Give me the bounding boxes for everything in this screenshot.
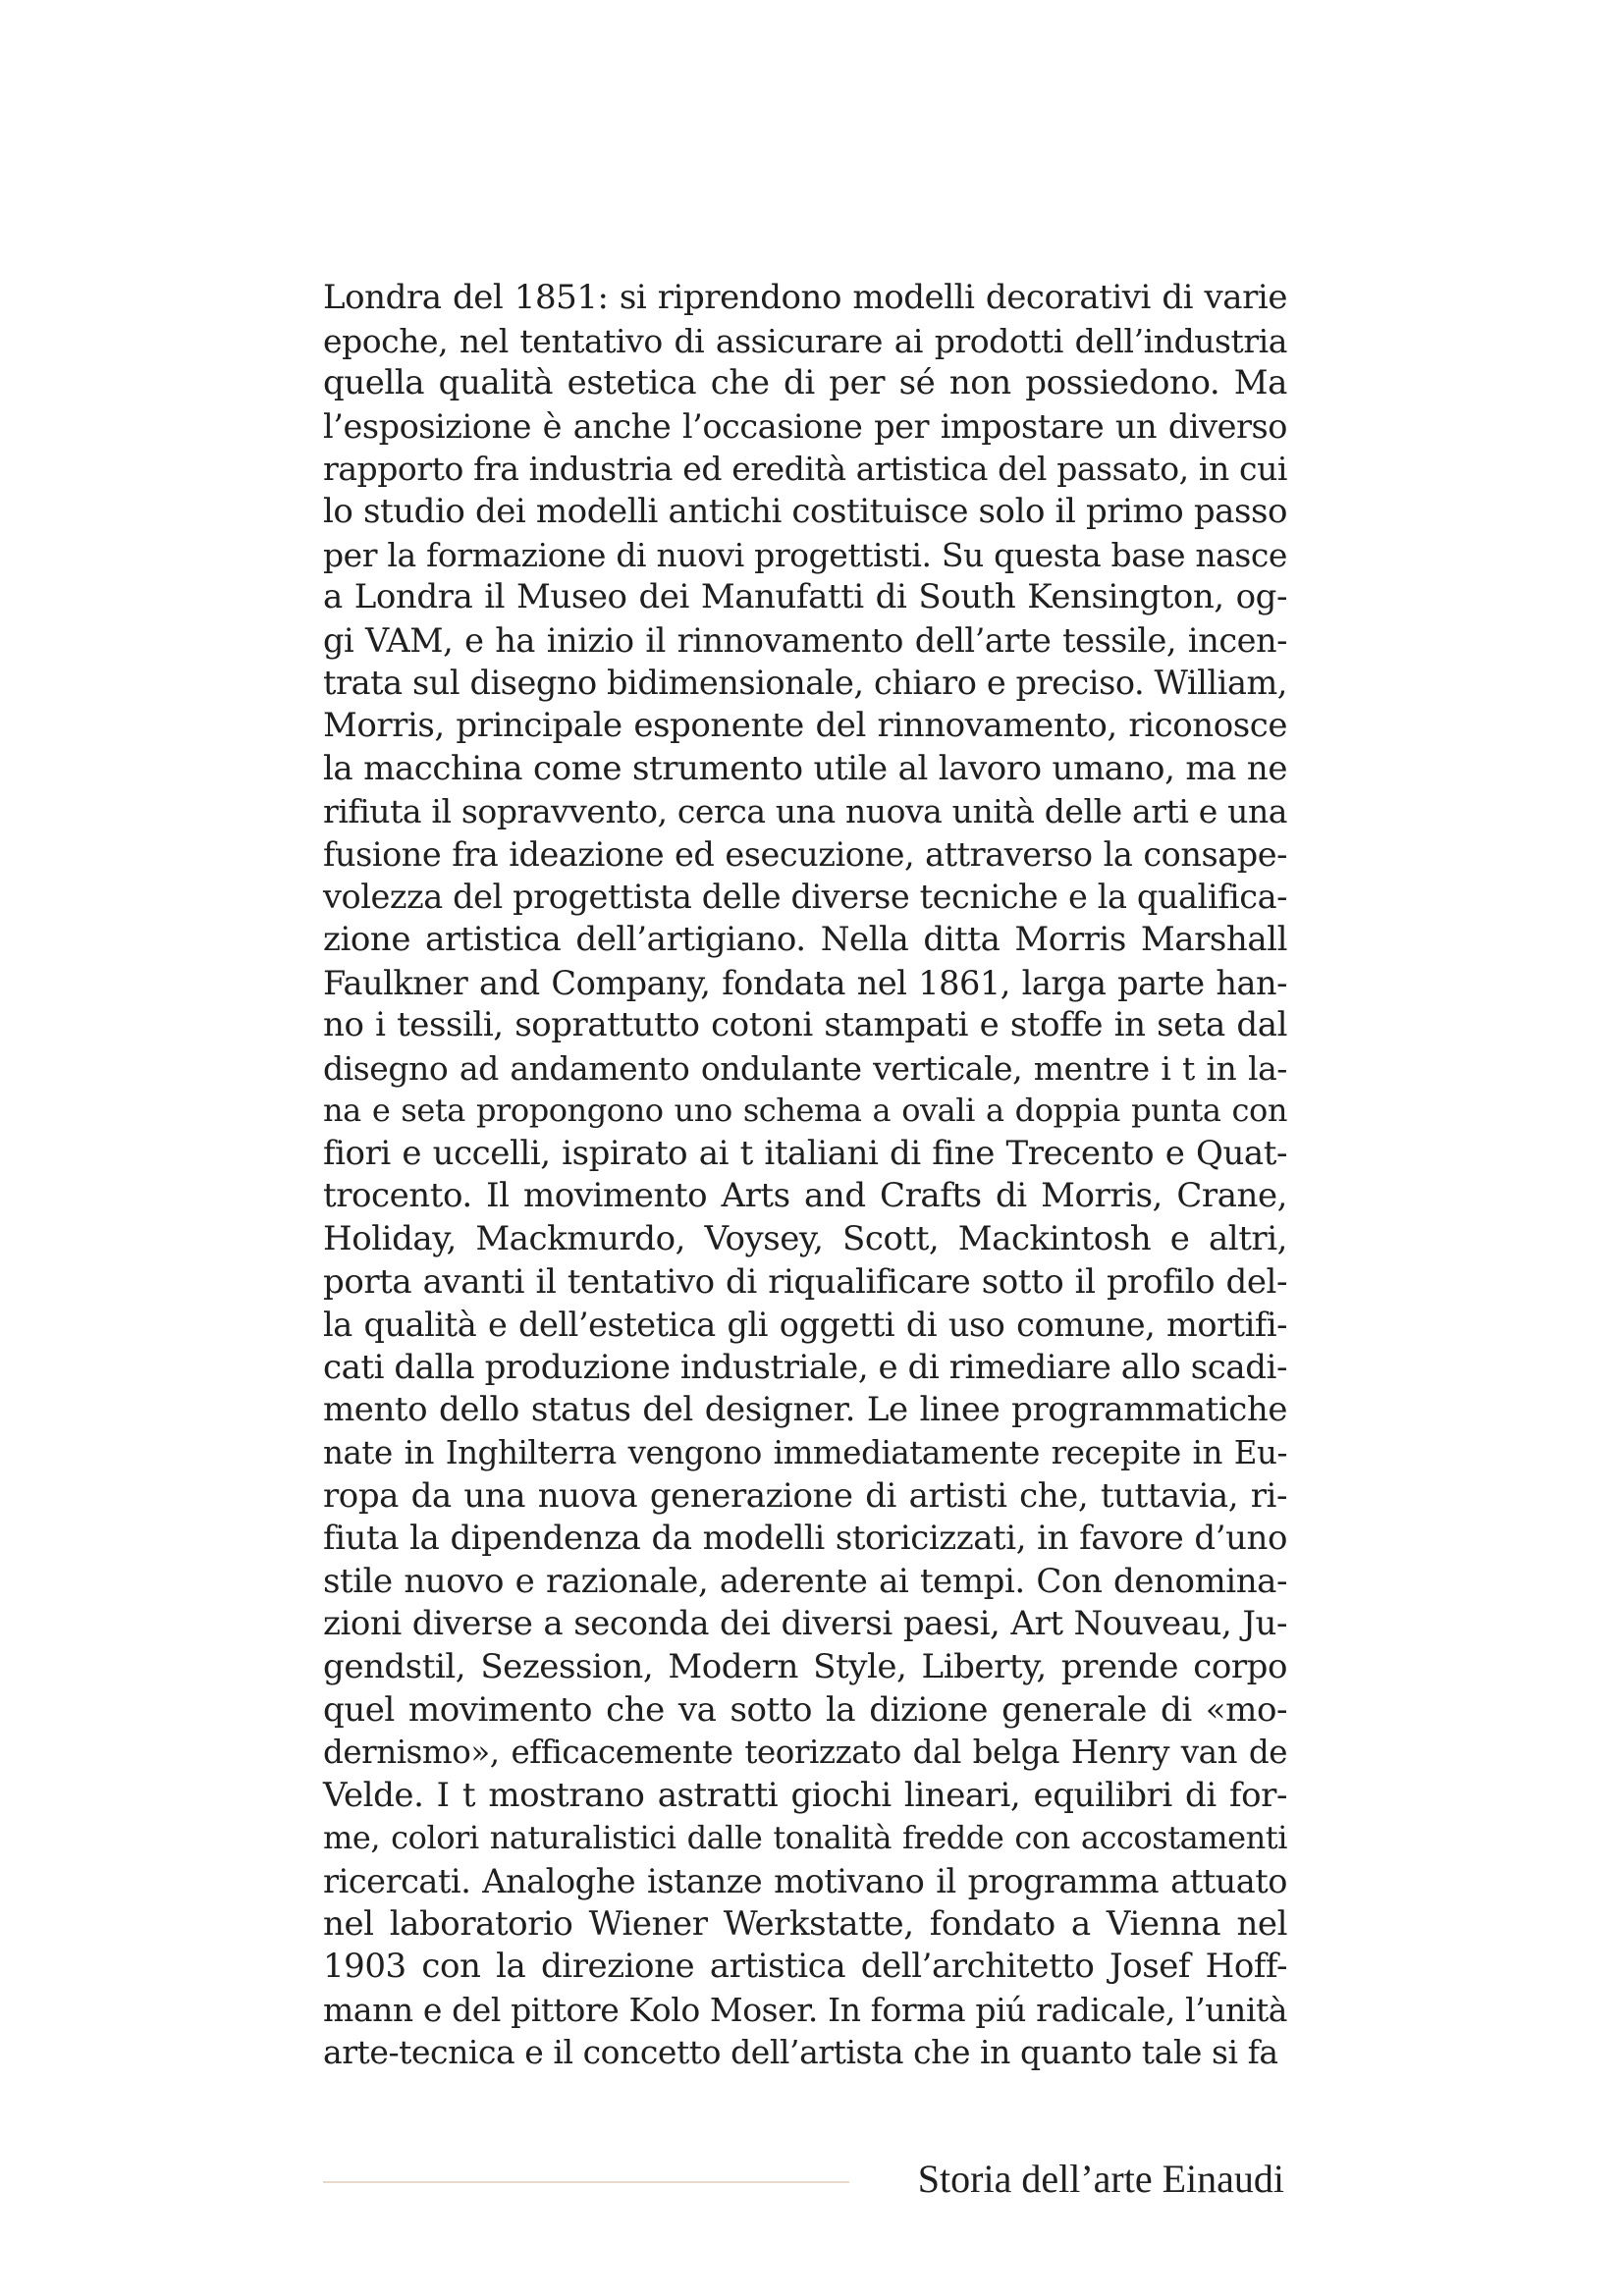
text-line: arte-tecnica e il concetto dell’artista che in quanto tale si fa [323,2033,1278,2072]
text-line: mann e del pittore Kolo Moser. In forma piú radicale, l’unità [323,1990,1287,2029]
text-line: rapporto fra industria ed eredità artistica del passato, in cui [323,450,1287,489]
text-line: volezza del progettista delle diverse tecniche e la qualifica- [323,878,1287,917]
text-line: quella qualità estetica che di per sé non possiedono. Ma [323,363,1287,403]
text-line: la macchina come strumento utile al lavoro umano, ma ne [323,748,1287,788]
text-line: mento dello status del designer. Le linee programmatiche [323,1390,1287,1430]
text-line: stile nuovo e razionale, aderente ai tempi. Con denomina- [323,1561,1287,1601]
text-line: lo studio dei modelli antichi costituisce solo il primo passo [323,491,1287,531]
text-line: rifiuta il sopravvento, cerca una nuova unità delle arti e una [323,792,1287,831]
text-line: zione artistica dell’artigiano. Nella ditta Morris Marshall [323,919,1287,959]
text-line: fusione fra ideazione ed esecuzione, attraverso la consape- [323,834,1287,874]
text-line: disegno ad andamento ondulante verticale, mentre i t in la- [323,1048,1287,1088]
text-line: epoche, nel tentativo di assicurare ai prodotti dell’industria [323,321,1287,360]
text-line: l’esposizione è anche l’occasione per impostare un diverso [323,406,1287,446]
text-line: Londra del 1851: si riprendono modelli decorativi di varie [323,278,1287,317]
text-line: Morris, principale esponente del rinnovamento, riconosce [323,705,1287,745]
text-line: Faulkner and Company, fondata nel 1861, larga parte han- [323,963,1287,1002]
text-line: ricercati. Analoghe istanze motivano il programma attuato [323,1861,1287,1900]
text-line: fiori e uccelli, ispirato ai t italiani di fine Trecento e Quat- [323,1133,1287,1173]
text-line: me, colori naturalistici dalle tonalità fredde con accostamenti [323,1819,1287,1857]
text-line: la qualità e dell’estetica gli oggetti di uso comune, mortifi- [323,1306,1287,1345]
text-line: nel laboratorio Wiener Werkstatte, fondato a Vienna nel [323,1903,1287,1944]
text-line: dernismo», efficacemente teorizzato dal belga Henry van de [323,1734,1287,1772]
text-line: trata sul disegno bidimensionale, chiaro e preciso. William, [323,664,1287,703]
text-line: porta avanti il tentativo di riqualificare sotto il profilo del- [323,1261,1287,1302]
footer-title: Storia dell’arte Einaudi [917,2157,1284,2201]
text-line: trocento. Il movimento Arts and Crafts di Morris, Crane, [323,1176,1287,1216]
text-line: zioni diverse a seconda dei diversi paesi, Art Nouveau, Ju- [323,1604,1287,1644]
text-line: nate in Inghilterra vengono immediatamente recepite in Eu- [323,1434,1287,1472]
text-line: na e seta propongono uno schema a ovali a doppia punta con [323,1092,1287,1130]
text-line: no i tessili, soprattutto cotoni stampati e stoffe in seta dal [323,1005,1287,1045]
text-line: Holiday, Mackmurdo, Voysey, Scott, Mackintosh e altri, [323,1219,1287,1259]
footer-rule [323,2181,849,2183]
text-line: 1903 con la direzione artistica dell’architetto Josef Hoff- [323,1947,1287,1987]
text-line: Velde. I t mostrano astratti giochi lineari, equilibri di for- [323,1775,1287,1815]
text-line: gi VAM, e ha inizio il rinnovamento dell’arte tessile, incen- [323,620,1287,660]
text-line: ropa da una nuova generazione di artisti che, tuttavia, ri- [323,1475,1287,1516]
text-line: fiuta la dipendenza da modelli storicizzati, in favore d’uno [323,1519,1287,1559]
text-line: cati dalla produzione industriale, e di rimediare allo scadi- [323,1347,1287,1387]
text-line: per la formazione di nuovi progettisti. Su questa base nasce [323,535,1287,574]
body-text [323,277,1287,2074]
text-line: quel movimento che va sotto la dizione generale di «mo- [323,1689,1287,1730]
text-line: a Londra il Museo dei Manufatti di South Kensington, og- [323,577,1287,617]
text-line: gendstil, Sezession, Modern Style, Liberty, prende corpo [323,1647,1287,1686]
